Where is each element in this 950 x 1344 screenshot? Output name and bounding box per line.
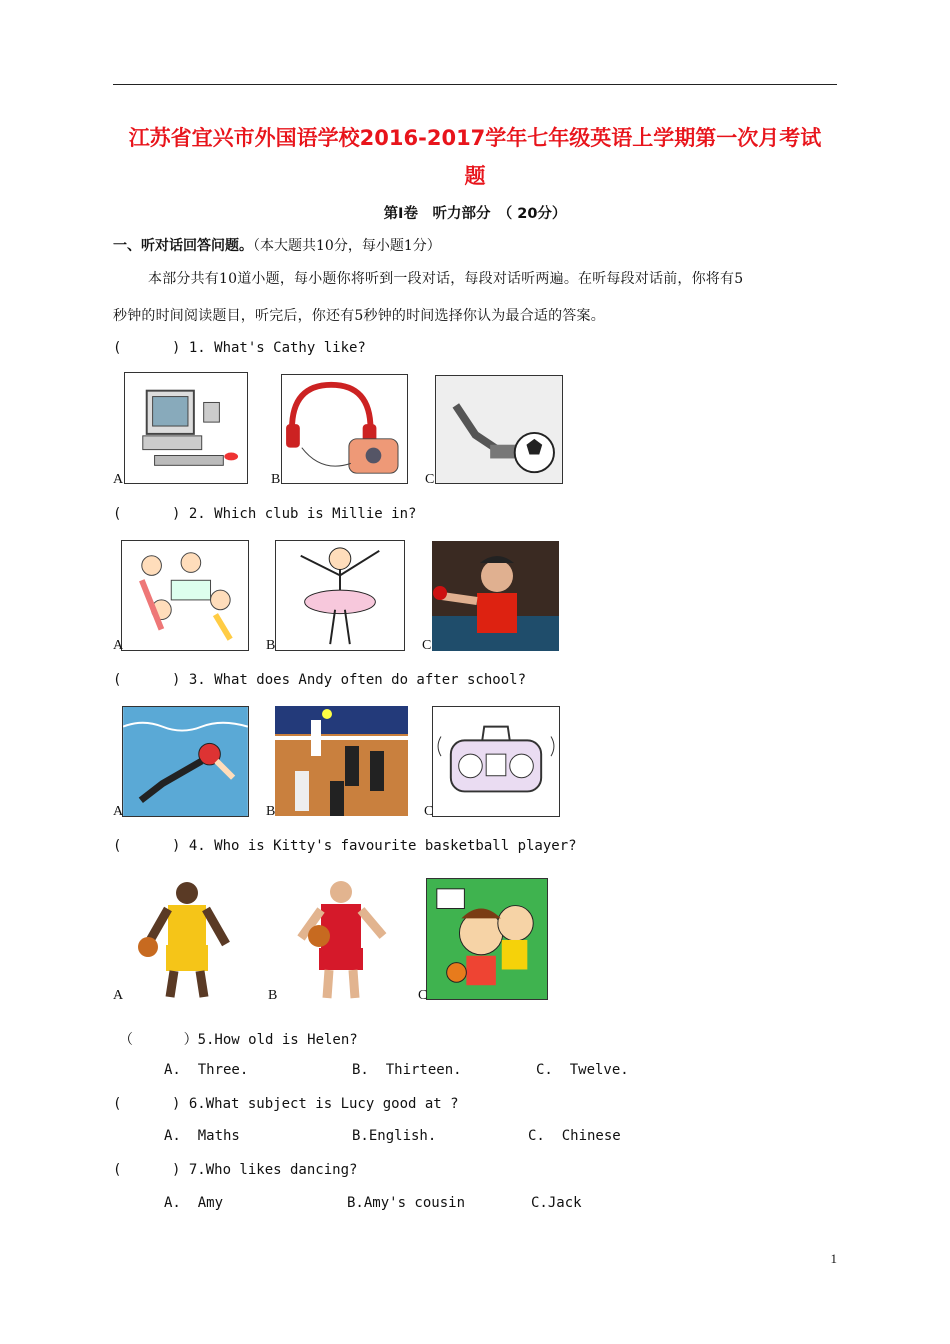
option-b-label: B — [266, 804, 276, 819]
option-b-label: B — [268, 988, 278, 1003]
question-1: ( ) 1. What's Cathy like? — [113, 340, 366, 356]
q7-option-a[interactable]: A. Amy — [164, 1195, 224, 1211]
ballet-dancer-picture[interactable] — [275, 540, 405, 651]
section-note: （本大题共10分，每小题1分） — [253, 238, 441, 254]
headphones-walkman-picture[interactable] — [281, 374, 408, 484]
rockets-player-picture[interactable] — [279, 878, 402, 1000]
option-a-label: A — [113, 804, 124, 819]
q7-option-c[interactable]: C.Jack — [531, 1195, 582, 1211]
option-a-label: A — [113, 988, 124, 1003]
option-c-label: C — [418, 988, 428, 1003]
q6-option-b[interactable]: B.English. — [352, 1128, 437, 1144]
question-2: ( ) 2. Which club is Millie in? — [113, 506, 417, 522]
question-6: ( ) 6.What subject is Lucy good at ? — [113, 1096, 459, 1112]
cartoon-basketball-kids-picture[interactable] — [426, 878, 548, 1000]
lakers-player-picture[interactable] — [124, 879, 250, 1000]
document-title-cont: 题 — [464, 164, 486, 188]
section-title: 一、听对话回答问题。 — [113, 238, 253, 254]
option-c-label: C — [424, 804, 434, 819]
q5-option-a[interactable]: A. Three. — [164, 1062, 249, 1078]
swimmer-picture[interactable] — [122, 706, 249, 817]
section-heading — [113, 235, 441, 255]
question-7: ( ) 7.Who likes dancing? — [113, 1162, 358, 1178]
question-4: ( ) 4. Who is Kitty's favourite basketball player? — [113, 838, 577, 854]
option-b-label: B — [266, 638, 276, 653]
document-title: 江苏省宜兴市外国语学校2016-2017学年七年级英语上学期第一次月考试 — [128, 126, 822, 150]
option-a-label: A — [113, 472, 124, 487]
q7-option-b[interactable]: B.Amy's cousin — [347, 1195, 466, 1211]
radio-cassette-picture[interactable] — [432, 706, 560, 817]
computer-picture[interactable] — [124, 372, 248, 484]
page-number: 1 — [830, 1251, 837, 1266]
volleyball-match-picture[interactable] — [275, 706, 408, 816]
option-c-label: C — [425, 472, 435, 487]
intro-line-1: 本部分共有10道小题，每小题你将听到一段对话，每段对话听两遍。在听每段对话前，你将有5 — [148, 271, 744, 287]
part-heading: 第Ⅰ卷 听力部分 （ 20分） — [383, 206, 567, 222]
question-3: ( ) 3. What does Andy often do after school? — [113, 672, 527, 688]
option-a-label: A — [113, 638, 124, 653]
option-c-label: C — [422, 638, 432, 653]
reading-group-picture[interactable] — [121, 540, 249, 651]
q6-option-a[interactable]: A. Maths — [164, 1128, 240, 1144]
q6-option-c[interactable]: C. Chinese — [528, 1128, 621, 1144]
option-b-label: B — [271, 472, 281, 487]
q5-option-b[interactable]: B. Thirteen. — [352, 1062, 462, 1078]
table-tennis-player-picture[interactable] — [432, 541, 559, 651]
q5-option-c[interactable]: C. Twelve. — [536, 1062, 629, 1078]
header-rule — [113, 84, 837, 85]
question-5: （ ）5.How old is Helen? — [119, 1032, 358, 1048]
intro-line-2: 秒钟的时间阅读题目，听完后，你还有5秒钟的时间选择你认为最合适的答案。 — [113, 308, 605, 324]
football-kick-picture[interactable] — [435, 375, 563, 484]
